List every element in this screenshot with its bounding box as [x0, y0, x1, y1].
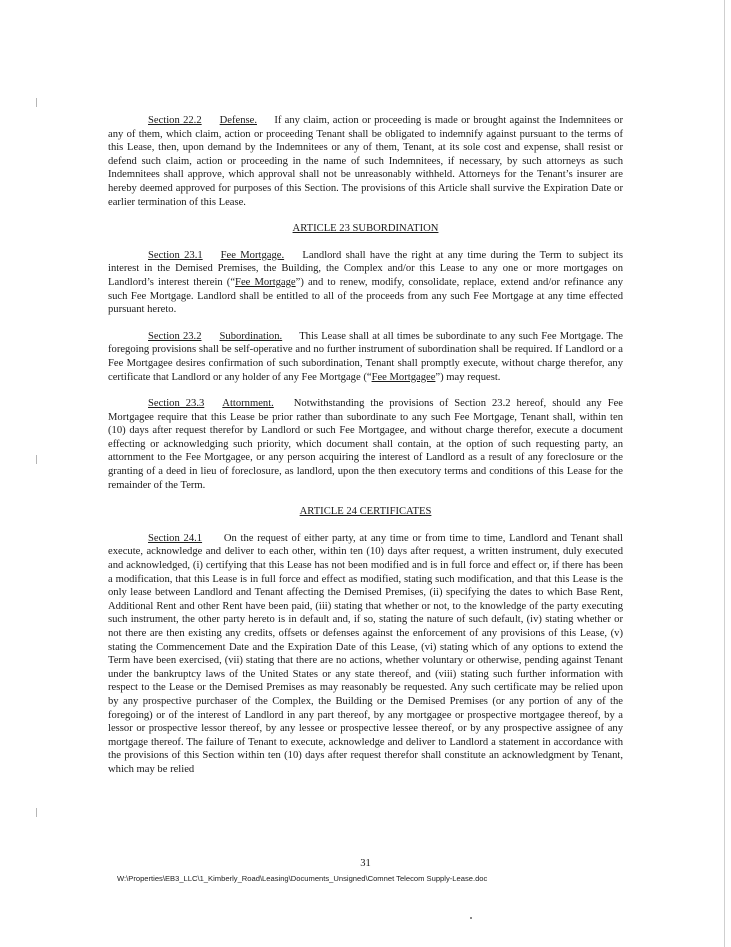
article-23-heading: ARTICLE 23 SUBORDINATION: [292, 223, 439, 235]
section-number: Section 24.1: [148, 532, 203, 544]
footer-file-path: W:\Properties\EB3_LLC\1_Kimberly_Road\Leasing\Documents_Unsigned\Comnet Telecom Supply-Lease.doc: [117, 874, 488, 883]
defined-term: Fee Mortgagee: [371, 371, 436, 383]
section-number: Section 23.1: [148, 249, 203, 261]
defined-term: Fee Mortgage: [235, 276, 296, 288]
margin-tick: [36, 98, 37, 107]
section-24-1: [108, 532, 623, 777]
section-text: Notwithstanding the provisions of Section 23.2 hereof, should any Fee Mortgagee require that this Lease be prior rather than subordinate to any such Fee Mortgage, Tenant shall, within ten (10) days after request therefor by Landlord or such Fee Mortgagee, and without charge therefor, execute a document effecting or acknowledging such priority, which document shall contain, at the option of such requesting party, an attornment to the Fee Mortgagee, or any person acquiring the interest of Landlord as a result of any foreclosure or the granting of a deed in lieu of foreclosure, as landlord, upon the then executory terms and conditions of this Lease for the remainder of the Term.: [108, 398, 623, 491]
section-text-cont: ”) may request.: [435, 371, 501, 383]
section-text: On the request of either party, at any time or from time to time, Landlord and Tenant shall execute, acknowledge and deliver to each other, within ten (10) days after request, a written instrument, duly executed and acknowledged, (i) certifying that this Lease has not been modified and is in full force and effect or, if there has been a modification, that this Lease is in full force and effect as modified, stating such modification, and that this Lease is the only lease between Landlord and Tenant affecting the Demised Premises, (ii) specifying the dates to which Base Rent, Additional Rent and other Rent have been paid, (iii) stating that whether or not, to the knowledge of the party executing such instrument, the other party hereto is in default and, if so, stating the nature of such default, (iv) stating whether or not there are then existing any credits, offsets or defenses against the enforcement of any provisions of this Lease, (v) stating the Commencement Date and the Expiration Date of this Lease, (vi) stating which of any options to extend the Term have been exercised, (vii) stating that there are no actions, whether voluntary or otherwise, pending against Tenant under the bankruptcy laws of the United States or any state thereof, and (viii) stating such further information with respect to the Lease or the Demised Premises as may reasonably be requested. Any such certificate may be relied upon by any prospective purchaser of the Complex, the Building or the Demised Premises (or any portion of any of the foregoing) or of the interest of Landlord in any part thereof, by any mortgagee or prospective mortgagee thereof, by a lessor or prospective lessor thereof, by any lessee or prospective lessee thereof, or by any prospective assignee of any mortgage thereof. The failure of Tenant to execute, acknowledge and deliver to Landlord a statement in accordance with the provisions of this Section within ten (10) days after request therefor shall constitute an acknowledgment by Tenant, which may be relied: [108, 532, 623, 775]
scan-edge-line: [724, 0, 725, 947]
section-title: Fee Mortgage.: [220, 249, 285, 261]
section-text-cont: ”) and to renew, modify, consolidate, replace, extend and/or refinance any such Fee Mortgage. Landlord shall be entitled to all of the proceeds from any such Fee Mortgage at any time effected pursuant hereto.: [108, 276, 623, 316]
section-number: Section 23.2: [148, 330, 202, 342]
section-title: Subordination.: [219, 330, 283, 342]
section-23-1: [108, 249, 623, 317]
article-24-heading: ARTICLE 24 CERTIFICATES: [299, 506, 432, 518]
section-22-2: [108, 114, 623, 209]
section-number: Section 22.2: [148, 115, 202, 126]
section-number: Section 23.3: [148, 398, 205, 410]
section-title: Defense.: [219, 115, 257, 126]
section-title: Attornment.: [222, 398, 274, 410]
scan-speck: [470, 917, 472, 919]
page-number: 31: [360, 858, 371, 869]
section-text: This Lease shall at all times be subordinate to any such Fee Mortgage. The foregoing provisions shall be self-operative and no further instrument of subordination shall be required. If Landlord or a Fee Mortgagee desires confirmation of such subordination, Tenant shall promptly execute, without charge therefor, any certificate that Landlord or any holder of any Fee Mortgage (“: [108, 330, 623, 383]
margin-tick: [36, 455, 37, 464]
section-text: If any claim, action or proceeding is made or brought against the Indemnitees or any of them, which claim, action or proceeding Tenant shall be obligated to indemnify against pursuant to the terms of this Lease, then, upon demand by the Indemnitees or any of them, Tenant, at its sole cost and expense, shall resist or defend such claim, action or proceeding in the name of such Indemnitees, if necessary, by such attorneys as such Indemnitees shall approve, which approval shall not be unreasonably withheld. Attorneys for the Tenant’s insurer are hereby deemed approved for purposes of this Section. The provisions of this Article shall survive the Expiration Date or earlier termination of this Lease.: [108, 115, 623, 208]
margin-tick: [36, 808, 37, 817]
document-body: [108, 114, 623, 790]
section-text: Landlord shall have the right at any time during the Term to subject its interest in the Demised Premises, the Building, the Complex and/or this Lease to any one or more mortgages on Landlord’s interest therein (“: [108, 249, 623, 288]
section-23-2: [108, 330, 623, 384]
section-23-3: [108, 397, 623, 492]
